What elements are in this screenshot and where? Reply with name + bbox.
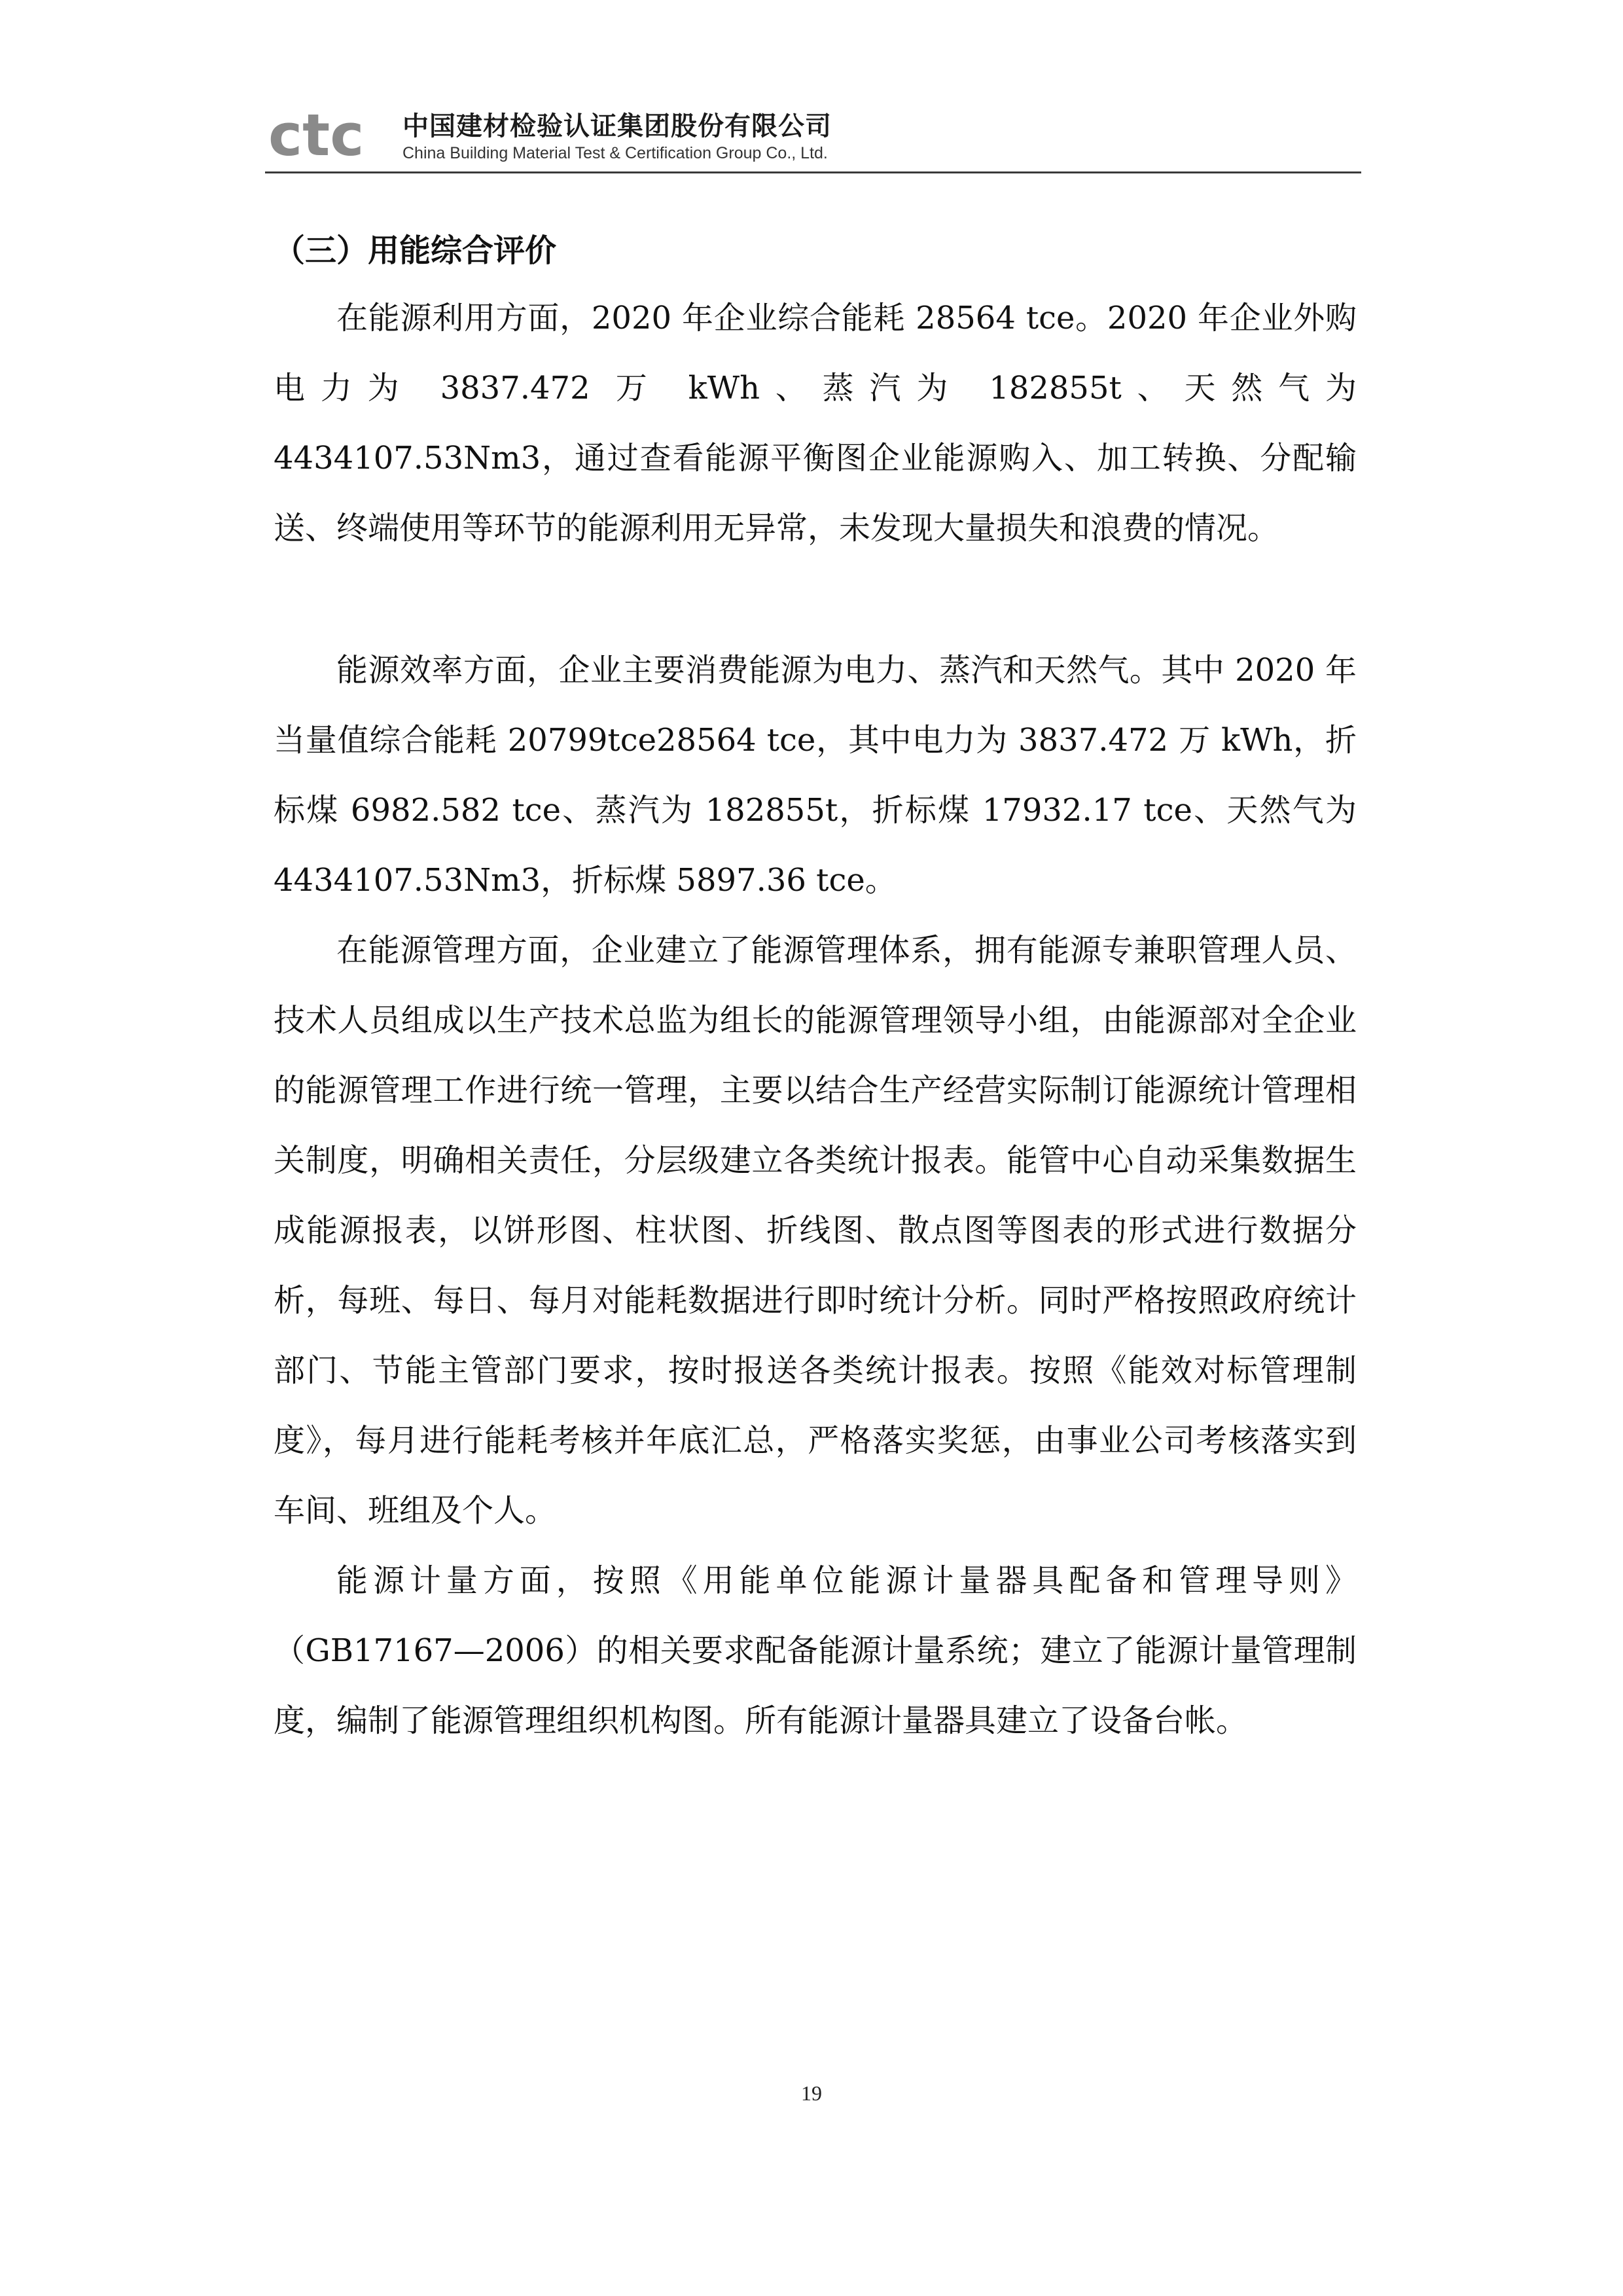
section-heading: （三）用能综合评价 — [274, 232, 557, 269]
page-number: 19 — [801, 2081, 822, 2105]
paragraph-energy-efficiency: 能源效率方面，企业主要消费能源为电力、蒸汽和天然气。其中 2020 年当量值综合能耗 20799tce28564 tce，其中电力为 3837.472 万 kWh，折标煤 6982.582 tce、蒸汽为 182855t，折标煤 17932.17 tce、天然气为 4434107.53Nm3，折标煤 5897.36 tce。 — [274, 652, 1357, 899]
header-divider — [265, 171, 1361, 173]
paragraph-spacer — [274, 564, 1357, 636]
company-name-block — [402, 110, 832, 164]
ctc-logo-icon — [268, 108, 393, 167]
company-name-cn: 中国建材检验认证集团股份有限公司 — [402, 111, 832, 141]
logo-text: ctc — [268, 108, 365, 167]
company-name-en: China Building Material Test & Certification Group Co., Ltd. — [402, 144, 828, 162]
page-header — [268, 105, 1361, 177]
document-body — [274, 218, 1357, 1756]
paragraph-energy-management: 在能源管理方面，企业建立了能源管理体系，拥有能源专兼职管理人员、技术人员组成以生产技术总监为组长的能源管理领导小组，由能源部对全企业的能源管理工作进行统一管理，主要以结合生产经营实际制订能源统计管理相关制度，明确相关责任，分层级建立各类统计报表。能管中心自动采集数据生成能源报表，以饼形图、柱状图、折线图、散点图等图表的形式进行数据分析，每班、每日、每月对能耗数据进行即时统计分析。同时严格按照政府统计部门、节能主管部门要求，按时报送各类统计报表。按照《能效对标管理制度》，每月进行能耗考核并年底汇总，严格落实奖惩，由事业公司考核落实到车间、班组及个人。 — [274, 932, 1357, 1529]
paragraph-energy-utilization: 在能源利用方面，2020 年企业综合能耗 28564 tce。2020 年企业外购电力为 3837.472 万 kWh、蒸汽为 182855t、天然气为 4434107.53Nm3，通过查看能源平衡图企业能源购入、加工转换、分配输送、终端使用等环节的能源利用无异常，未发现大量损失和浪费的情况。 — [274, 300, 1357, 547]
paragraph-energy-metering: 能源计量方面，按照《用能单位能源计量器具配备和管理导则》（GB17167—2006）的相关要求配备能源计量系统；建立了能源计量管理制度，编制了能源管理组织机构图。所有能源计量器具建立了设备台帐。 — [274, 1562, 1357, 1739]
